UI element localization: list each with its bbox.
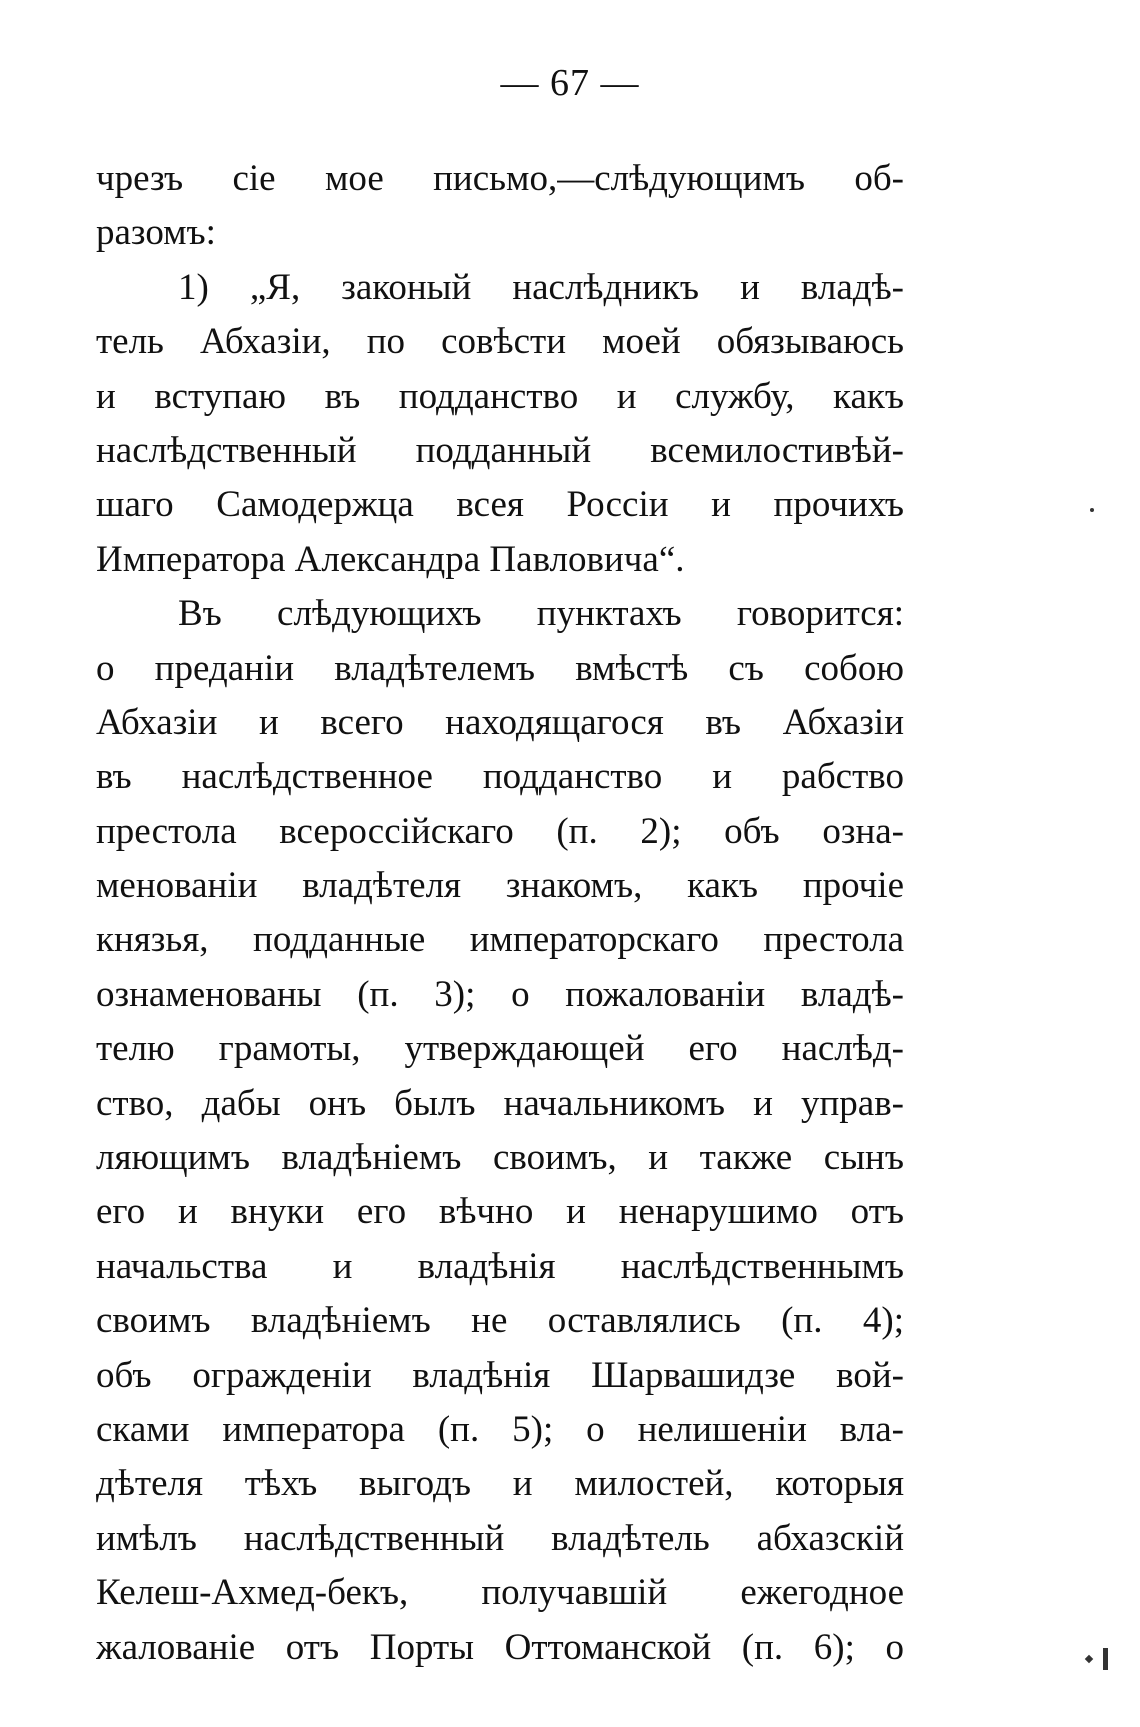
scan-speck bbox=[1090, 508, 1094, 512]
text-line: ство, дабы онъ былъ начальникомъ и управ- bbox=[96, 1082, 904, 1124]
text-line: чрезъ сіе мое письмо,—слѣдующимъ об- bbox=[96, 158, 904, 199]
text-line: Въ слѣдующихъ пунктахъ говорится: bbox=[178, 593, 904, 635]
text-line: начальства и владѣнія наслѣдственнымъ bbox=[96, 1245, 904, 1287]
text-line: Келеш-Ахмед-бекъ, получавшій ежегодное bbox=[96, 1572, 904, 1614]
text-line: дѣтеля тѣхъ выгодъ и милостей, которыя bbox=[96, 1463, 904, 1505]
text-line: въ наслѣдственное подданство и рабство bbox=[96, 756, 904, 798]
scan-edge-mark bbox=[1103, 1648, 1108, 1670]
page-number: — 67 — bbox=[500, 62, 640, 104]
text-line: о преданіи владѣтелемъ вмѣстѣ съ собою bbox=[96, 647, 904, 689]
text-line: тель Абхазіи, по совѣсти моей обязываюсь bbox=[96, 321, 904, 363]
text-line: разомъ: bbox=[96, 212, 216, 254]
text-line: ознаменованы (п. 3); о пожалованіи владѣ- bbox=[96, 973, 904, 1015]
text-line: 1) „Я, законый наслѣдникъ и владѣ- bbox=[178, 266, 904, 308]
text-line: сками императора (п. 5); о нелишеніи вла- bbox=[96, 1408, 904, 1450]
text-line: телю грамоты, утверждающей его наслѣд- bbox=[96, 1028, 904, 1070]
text-line: наслѣдственный подданный всемилостивѣй- bbox=[96, 429, 904, 471]
text-line: престола всероссійскаго (п. 2); объ озна- bbox=[96, 810, 904, 852]
text-line: и вступаю въ подданство и службу, какъ bbox=[96, 375, 904, 417]
text-line: его и внуки его вѣчно и ненарушимо отъ bbox=[96, 1191, 904, 1233]
scan-speck bbox=[1085, 1655, 1093, 1663]
text-line: шаго Самодержца всея Россіи и прочихъ bbox=[96, 484, 904, 526]
text-line: Абхазіи и всего находящагося въ Абхазіи bbox=[96, 701, 904, 743]
text-line: имѣлъ наслѣдственный владѣтель абхазскій bbox=[96, 1517, 904, 1559]
text-line: своимъ владѣніемъ не оставлялись (п. 4); bbox=[96, 1300, 904, 1342]
text-line: ляющимъ владѣніемъ своимъ, и также сынъ bbox=[96, 1137, 904, 1179]
text-line: объ огражденіи владѣнія Шарвашидзе вой- bbox=[96, 1354, 904, 1396]
text-line: менованіи владѣтеля знакомъ, какъ прочіе bbox=[96, 865, 904, 907]
text-line: князья, подданные императорскаго престола bbox=[96, 919, 904, 961]
text-line: жалованіе отъ Порты Оттоманской (п. 6); о bbox=[96, 1626, 904, 1668]
body-text bbox=[96, 152, 904, 1675]
text-line: Императора Александра Павловича“. bbox=[96, 538, 685, 580]
